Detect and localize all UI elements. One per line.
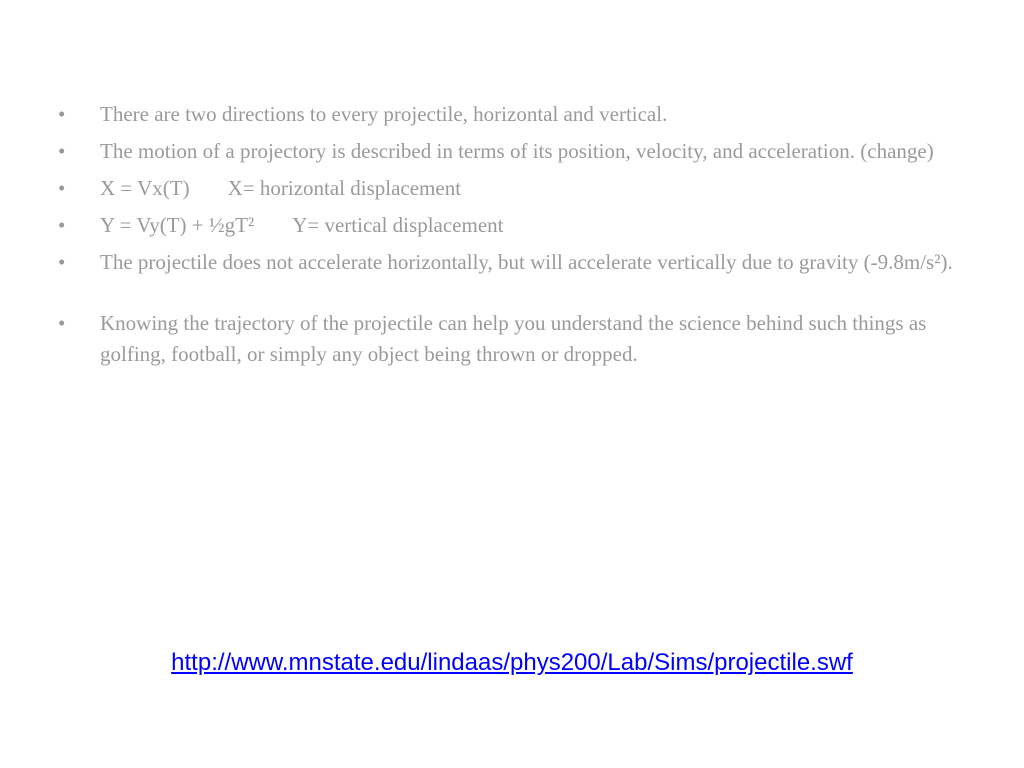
formula-meaning: Y= vertical displacement	[292, 213, 504, 237]
bullet-item	[58, 247, 958, 278]
bullet-item	[58, 99, 958, 130]
bullet-marker: •	[58, 311, 66, 335]
bullet-item	[58, 210, 958, 241]
bullet-item	[58, 308, 958, 370]
bullet-text: Knowing the trajectory of the projectile can help you understand the science behind such things as golfing, football, or simply any object being thrown or dropped.	[100, 311, 927, 366]
bullet-marker: •	[58, 102, 66, 126]
bullet-marker: •	[58, 176, 66, 200]
formula-text: X = Vx(T)	[100, 176, 190, 200]
bullet-item	[58, 136, 958, 167]
projectile-simulation-link[interactable]: http://www.mnstate.edu/lindaas/phys200/Lab/Sims/projectile.swf	[171, 649, 853, 676]
bullet-text: There are two directions to every projectile, horizontal and vertical.	[100, 102, 668, 126]
bullet-marker: •	[58, 139, 66, 163]
formula-text: Y = Vy(T) + ½gT²	[100, 213, 255, 237]
bullet-item	[58, 173, 958, 204]
bullet-text: The motion of a projectory is described in terms of its position, velocity, and acceleration. (change)	[100, 139, 934, 163]
bullet-marker: •	[58, 250, 66, 274]
bullet-list	[58, 99, 958, 376]
formula-meaning: X= horizontal displacement	[227, 176, 462, 200]
bullet-marker: •	[58, 213, 66, 237]
bullet-text: The projectile does not accelerate horizontally, but will accelerate vertically due to gravity (-9.8m/s²).	[100, 250, 953, 274]
